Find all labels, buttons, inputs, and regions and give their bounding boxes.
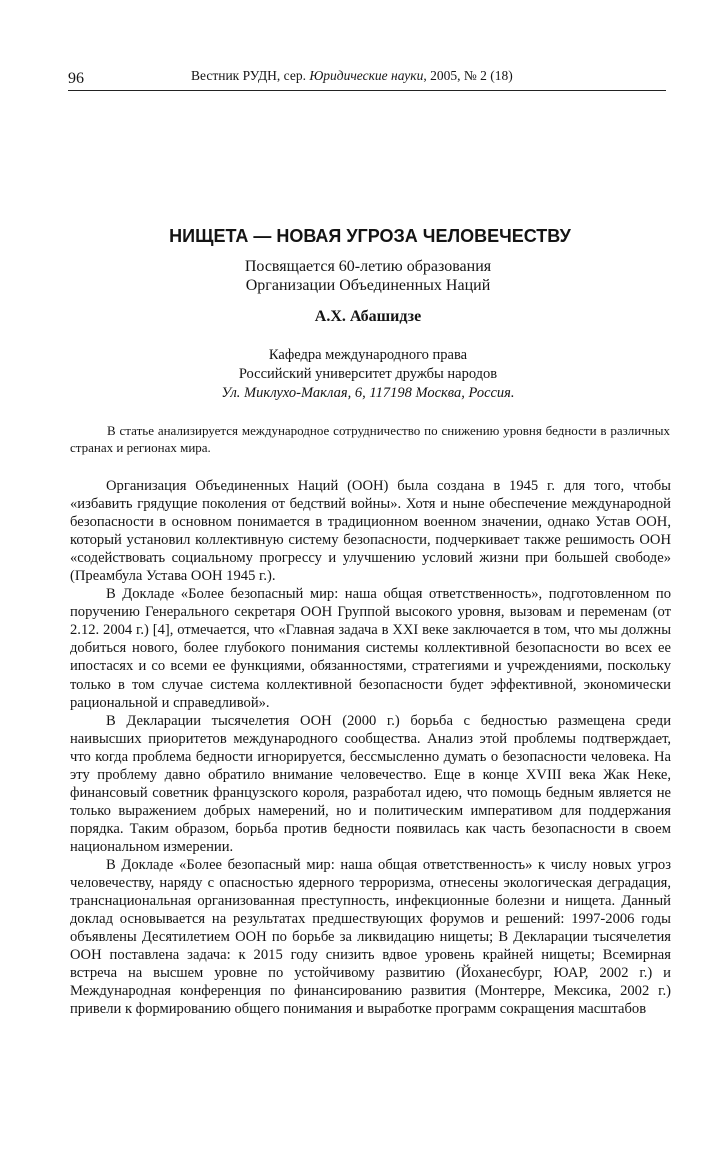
affiliation-department: Кафедра международного права: [268, 347, 468, 363]
abstract: В статье анализируется международное сотрудничество по снижению уровня бедности в различных странах и регионах мира.: [70, 423, 670, 455]
body-paragraph: В Докладе «Более безопасный мир: наша общая ответственность», подготовленном по поручению Генерального секретаря ООН Группой высокого уровня, вызовам и переменам (от 2.12. 2004 г.) [4], отмечается, что «Главная задача в XXI веке заключается в том, что мы должны добиться нового, более глубокого понимания системы коллективной безопасности во всех ее ипостасях и со всеми ее функциями, обязанностями, стратегиями и учреждениями, поскольку только в том случае система коллективной безопасности будет эффективной, экономически рациональной и справедливой».: [70, 586, 671, 711]
journal-citation: [191, 68, 513, 84]
journal-name: Вестник РУДН, сер.: [191, 68, 310, 83]
affiliation-university: Российский университет дружбы народов: [238, 366, 498, 382]
page-number: 96: [68, 70, 84, 87]
dedication-line: Организации Объединенных Наций: [245, 277, 491, 294]
affiliation: [0, 346, 709, 403]
affiliation-address: Ул. Миклухо-Маклая, 6, 117198 Москва, Россия.: [221, 385, 515, 401]
body-paragraph: Организация Объединенных Наций (ООН) была создана в 1945 г. для того, чтобы «избавить грядущие поколения от бедствий войны». Хотя и ныне обеспечение международной безопасности в основном понимается в традиционном военном значении, однако Устав ООН, который установил коллективную систему безопасности, подчеркивает также решимость ООН «содействовать социальному прогрессу и улучшению условий жизни при большей свободе» (Преамбула Устава ООН 1945 г.).: [70, 478, 671, 585]
running-header: [68, 66, 666, 91]
journal-series: Юридические науки: [309, 68, 424, 83]
journal-issue: , 2005, № 2 (18): [423, 68, 513, 83]
article-title: НИЩЕТА — НОВАЯ УГРОЗА ЧЕЛОВЕЧЕСТВУ: [169, 226, 571, 246]
body-paragraph: В Докладе «Более безопасный мир: наша общая ответственность» к числу новых угроз человечеству, наряду с опасностью ядерного терроризма, отнесены экологическая деградация, транснациональная организованная преступность, инфекционные болезни и нищета. Данный доклад основывается на результатах предшествующих форумов и решений: 1997-2006 годы объявлены Десятилетием ООН по борьбе за ликвидацию нищеты; В Декларации тысячелетия ООН поставлена задача: к 2015 году снизить вдвое уровень крайней нищеты; Всемирная встреча на высшем уровне по устойчивому развитию (Йоханесбург, ЮАР, 2002 г.) и Международная конференция по финансированию развития (Монтерре, Мексика, 2002 г.) привели к формированию общего понимания и выработке программ сокращения масштабов: [70, 856, 671, 1018]
article-body: [70, 477, 671, 1018]
body-paragraph: В Декларации тысячелетия ООН (2000 г.) борьба с бедностью размещена среди наивысших приоритетов международного сообщества. Анализ этой проблемы подтверждает, что когда проблема бедности игнорируется, бессмысленно думать о безопасности человека. На эту проблему давно обратило внимание человечество. Еще в конце XVIII века Жак Неке, финансовый советник французского короля, разработал идею, что помощь бедным является не только выражением добрых намерений, но и политическим императивом для поддержания порядка. Таким образом, борьба против бедности появилась как часть безопасности в своем национальном измерении.: [70, 712, 671, 855]
dedication-line: Посвящается 60-летию образования: [244, 258, 492, 275]
author-name: А.Х. Абашидзе: [314, 308, 422, 325]
dedication: [0, 257, 709, 295]
